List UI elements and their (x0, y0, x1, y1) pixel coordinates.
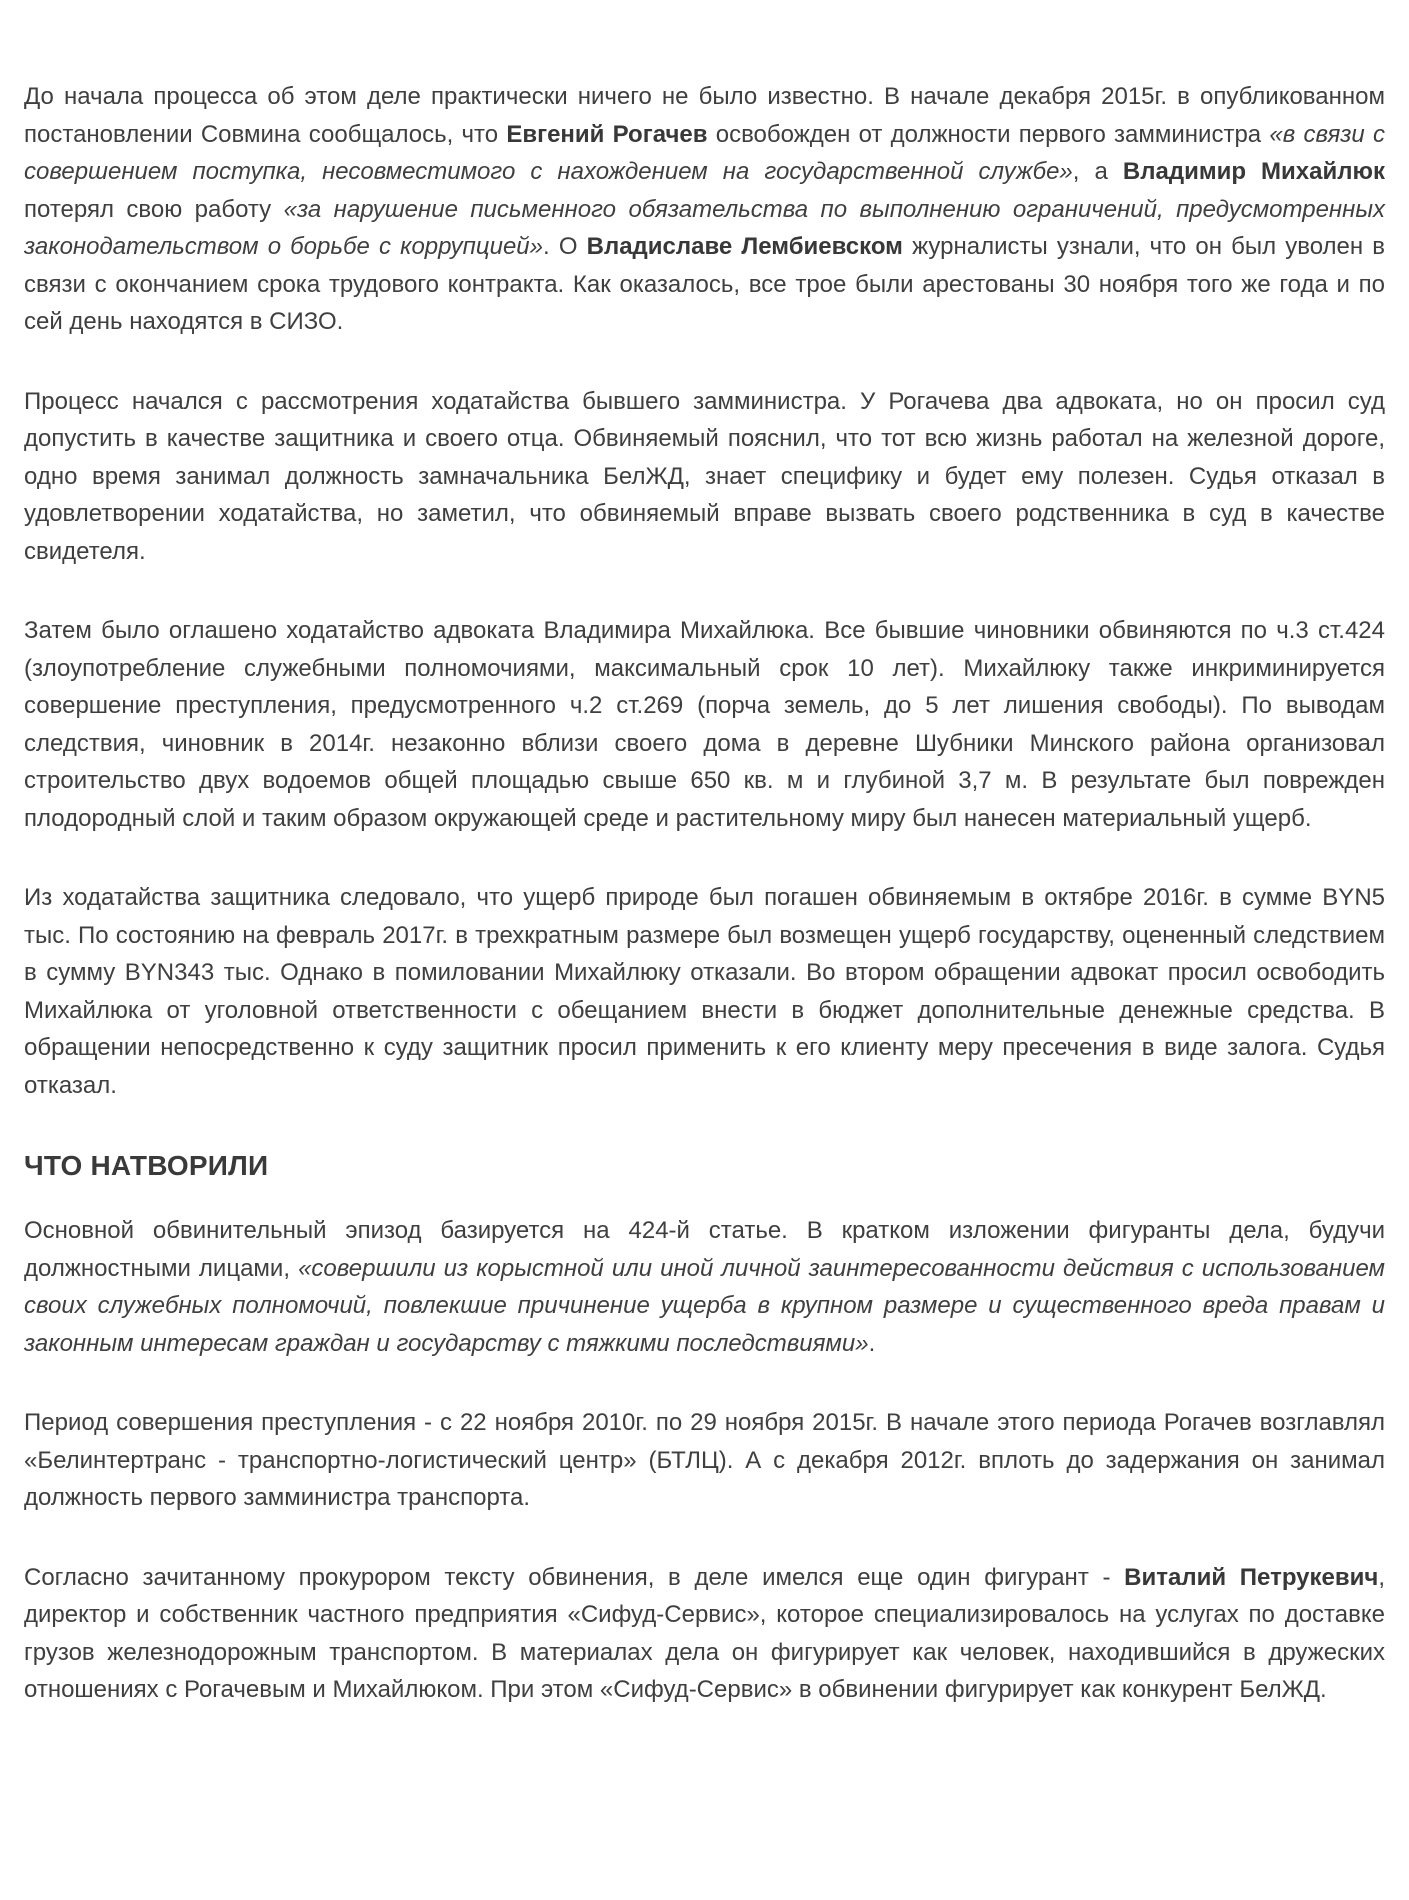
paragraph (24, 383, 1385, 571)
italic-quote-run: «совершили из корыстной или иной личной заинтересованности действия с использованием своих служебных полномочий, повлекшие причинение ущерба в крупном размере и существенного вреда правам и законным интересам граждан и государству с тяжкими последствиями» (24, 1254, 1385, 1357)
section-heading (24, 1146, 1385, 1186)
bold-text-run: Евгений Рогачев (506, 120, 708, 148)
bold-text-run: Виталий Петрукевич (1124, 1563, 1379, 1591)
text-run: Период совершения преступления - с 22 ноября 2010г. по 29 ноября 2015г. В начале этого периода Рогачев возглавлял «Белинтертранс - транспортно-логистический центр» (БТЛЦ). А с декабря 2012г. вплоть до задержания он занимал должность первого замминистра транспорта. (24, 1409, 1385, 1511)
paragraph (24, 1212, 1385, 1362)
text-run: Основной обвинительный эпизод базируется на 424-й статье. В кратком изложении фигуранты дела, будучи должностными лицами, (24, 1217, 1385, 1282)
text-run: . (868, 1329, 876, 1357)
paragraph (24, 78, 1385, 341)
text-run: , директор и собственник частного предприятия «Сифуд-Сервис», которое специализировалось на услугах по доставке грузов железнодорожным транспортом. В материалах дела он фигурирует как человек, находившийся в дружеских отношениях с Рогачевым и Михайлюком. При этом «Сифуд-Сервис» в обвинении фигурирует как конкурент БелЖД. (24, 1563, 1385, 1703)
paragraph (24, 879, 1385, 1104)
text-run: До начала процесса об этом деле практически ничего не было известно. В начале декабря 2015г. в опубликованном постановлении Совмина сообщалось, что (24, 83, 1385, 148)
text-run: журналисты узнали, что он был уволен в связи с окончанием срока трудового контракта. Как оказалось, все трое были арестованы 30 ноября того же года и по сей день находятся в СИЗО. (24, 233, 1386, 335)
bold-text-run: Владимир Михайлюк (1122, 158, 1385, 185)
italic-quote-run: «в связи с совершением поступка, несовместимого с нахождением на государственной службе» (24, 120, 1385, 185)
text-run: . О (543, 233, 587, 260)
paragraph (24, 1404, 1385, 1517)
paragraph (24, 1559, 1385, 1709)
text-run: потерял свою работу (24, 195, 284, 223)
bold-text-run: Владиславе Лембиевском (586, 233, 903, 260)
text-run: , а (1072, 158, 1123, 185)
italic-quote-run: «за нарушение письменного обязательства по выполнению ограничений, предусмотренных законодательством о борьбе с коррупцией» (24, 195, 1385, 260)
text-run: Процесс начался с рассмотрения ходатайства бывшего замминистра. У Рогачева два адвоката, но он просил суд допустить в качестве защитника и своего отца. Обвиняемый пояснил, что тот всю жизнь работал на железной дороге, одно время занимал должность замначальника БелЖД, знает специфику и будет ему полезен. Судья отказал в удовлетворении ходатайства, но заметил, что обвиняемый вправе вызвать своего родственника в суд в качестве свидетеля. (24, 387, 1385, 565)
text-run: освобожден от должности первого замминистра (707, 120, 1270, 148)
text-run: Из ходатайства защитника следовало, что ущерб природе был погашен обвиняемым в октябре 2016г. в сумме BYN5 тыс. По состоянию на февраль 2017г. в трехкратным размере был возмещен ущерб государству, оцененный следствием в сумму BYN343 тыс. Однако в помиловании Михайлюку отказали. Во втором обращении адвокат просил освободить Михайлюка от уголовной ответственности с обещанием внести в бюджет дополнительные денежные средства. В обращении непосредственно к суду защитник просил применить к его клиенту меру пресечения в виде залога. Судья отказал. (24, 884, 1385, 1099)
paragraph (24, 612, 1385, 837)
text-run: Затем было оглашено ходатайство адвоката Владимира Михайлюка. Все бывшие чиновники обвиняются по ч.3 ст.424 (злоупотребление служебными полномочиями, максимальный срок 10 лет). Михайлюку также инкриминируется совершение преступления, предусмотренного ч.2 ст.269 (порча земель, до 5 лет лишения свободы). По выводам следствия, чиновник в 2014г. незаконно вблизи своего дома в деревне Шубники Минского района организовал строительство двух водоемов общей площадью свыше 650 кв. м и глубиной 3,7 м. В результате был поврежден плодородный слой и таким образом окружающей среде и растительному миру был нанесен материальный ущерб. (24, 617, 1385, 832)
text-run: ЧТО НАТВОРИЛИ (24, 1150, 269, 1181)
text-run: Согласно зачитанному прокурором тексту обвинения, в деле имелся еще один фигурант - (24, 1563, 1125, 1591)
